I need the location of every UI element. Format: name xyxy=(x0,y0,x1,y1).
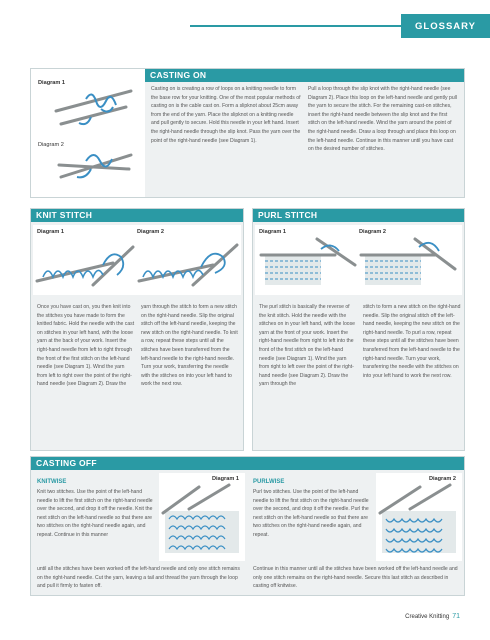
purl-stitch-diagrams xyxy=(255,225,462,295)
knitwise-text-cont: until all the stitches have been worked off the left-hand needle and only one stitch remains on the right-hand needle. Cut the yarn, leaving a tail and thread the yarn through the loop and pull it firmly to fasten off. xyxy=(37,566,240,590)
purl-stitch-col2: stitch to form a new stitch on the right-hand needle. Slip the original stitch off the left-hand needle, keeping the new stitch on the right-hand needle. To purl a row, repeat these steps until all the stitches have been transferred from the left-hand needle to the right-hand needle. Turn your work, transferring the needle with the stitches on into your left hand to work the next row. xyxy=(363,304,461,379)
casting-off-diagram1-illustration xyxy=(159,473,245,561)
purl-stitch-col1: The purl stitch is basically the reverse of the knit stitch. Hold the needle with the stitches on in your left hand, with the loose yarn at the front of your work. Insert the right-hand needle from right to left into the front of the first stitch on the left-hand needle (see Diagram 1). Wind the yarn from right to left over the point of the right-hand needle (see Diagram 2). Draw the yarn through the xyxy=(259,304,355,388)
knit-stitch-col2: yarn through the stitch to form a new stitch on the right-hand needle. Slip the original stitch off the left-hand needle, keeping the new stitch on the right-hand needle. To knit a row, repeat these steps until all the stitches have been transferred from the left-hand needle to the right-hand needle. Turn your work, transferring the needle with the stitches on into your left hand to work the next row. xyxy=(141,304,238,388)
section-tab: GLOSSARY xyxy=(401,14,490,38)
knit-stitch-illustration xyxy=(33,225,241,295)
knitwise-title: KNITWISE xyxy=(37,479,67,485)
purlwise-title: PURLWISE xyxy=(253,479,285,485)
purl-stitch-illustration xyxy=(255,225,462,295)
knit-diagram1-label: Diagram 1 xyxy=(37,229,65,235)
casting-on-panel xyxy=(30,68,465,198)
casting-on-title: CASTING ON xyxy=(145,69,464,82)
casting-off-diagram2-illustration xyxy=(376,473,462,561)
knitwise-text: Knit two stitches. Use the point of the left-hand needle to lift the first stitch on the right-hand needle over the second, and drop it off the needle. Knit the next stitch on the left-hand needle so that there are two stitches on the right-hand needle again, and repeat. Continue in this manner xyxy=(37,489,153,538)
casting-on-diagram1-illustration xyxy=(31,69,143,197)
purl-stitch-panel xyxy=(252,208,465,451)
knit-stitch-title: KNIT STITCH xyxy=(31,209,243,222)
page-footer xyxy=(405,613,460,620)
casting-off-diagram1-label: Diagram 1 xyxy=(211,476,239,482)
knit-stitch-col1: Once you have cast on, you then knit into the stitches you have made to form the knitted fabric. Hold the needle with the cast on stitches in your left hand, with the loose yarn at the back of your work. Insert the right-hand needle from left to right through the front of the first stitch on the left-hand needle (see Diagram 1). Wind the yarn from left to right over the point of the right-hand needle (see Diagram 2). Draw the xyxy=(37,304,135,388)
knit-stitch-diagrams xyxy=(33,225,241,295)
casting-off-diagram2 xyxy=(376,473,462,561)
purlwise-text: Purl two stitches. Use the point of the left-hand needle to lift the first stitch on the right-hand needle over the second, and drop it off the needle. Purl the next stitch on the left-hand needle so that there are two stitches on the right-hand needle again, and repeat. xyxy=(253,489,369,538)
casting-off-diagram1 xyxy=(159,473,245,561)
casting-off-title: CASTING OFF xyxy=(31,457,464,470)
casting-on-col1: Casting on is creating a row of loops on a knitting needle to form the base row for your knitting. One of the most popular methods of casting on is the cable cast on. Form a slipknot about 25cm away from the end of the yarn. Place the slipknot on a knitting needle and pull gently to secure. Hold this needle in your left hand. Insert the right-hand needle through the slip knot. Pass the yarn over the point of the right-hand needle (see Diagram 1). xyxy=(151,86,301,144)
purlwise-text-cont: Continue in this manner until all the stitches have been worked off the left-hand needle and only one stitch remains on the right-hand needle. Secure this last stitch as described in casting off knitwise. xyxy=(253,566,458,590)
knit-diagram2-label: Diagram 2 xyxy=(137,229,165,235)
purl-diagram1-label: Diagram 1 xyxy=(259,229,287,235)
casting-on-col2: Pull a loop through the slip knot with the right-hand needle (see Diagram 2). Place this loop on the left-hand needle and gently pull the yarn to secure the stitch. For the remaining cast-on stitches, insert the right-hand needle between the slip knot and the first stitch on the left-hand needle. Wind the yarn around the point of the right-hand needle. Draw a loop through and place this loop on the left-hand needle. Continue in this manner until you have cast on the desired number of stitches. xyxy=(308,86,457,153)
page-number: 71 xyxy=(452,613,460,620)
casting-on-diagram1-label: Diagram 1 xyxy=(38,80,66,86)
casting-on-body xyxy=(145,69,464,197)
casting-off-panel xyxy=(30,456,465,596)
casting-off-diagram2-label: Diagram 2 xyxy=(428,476,456,482)
publication-name: Creative Knitting xyxy=(405,614,450,620)
purl-diagram2-label: Diagram 2 xyxy=(359,229,387,235)
casting-on-diagram2-label: Diagram 2 xyxy=(38,142,64,148)
header-rule xyxy=(190,25,401,27)
glossary-header xyxy=(190,14,490,38)
knit-stitch-panel xyxy=(30,208,244,451)
purl-stitch-title: PURL STITCH xyxy=(253,209,464,222)
casting-on-diagrams xyxy=(31,69,143,197)
